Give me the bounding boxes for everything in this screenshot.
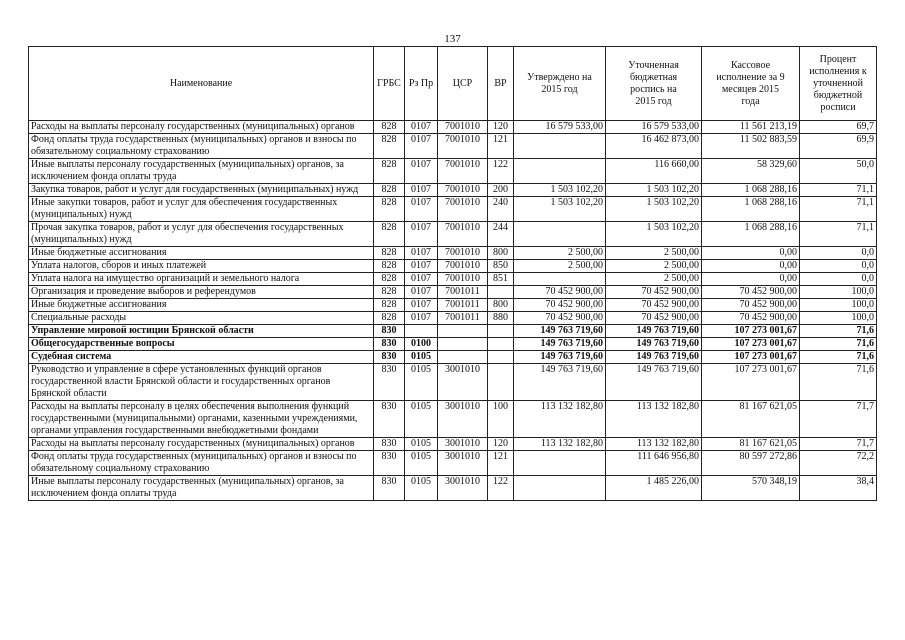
cell-percent: 69,7 (800, 121, 877, 134)
header-approved: Утверждено на 2015 год (514, 47, 606, 121)
cell-vr: 121 (488, 134, 514, 159)
cell-vr: 121 (488, 451, 514, 476)
cell-refined: 1 503 102,20 (606, 222, 702, 247)
table-row (29, 325, 877, 338)
cell-vr: 122 (488, 159, 514, 184)
cell-vr (488, 364, 514, 401)
cell-vr: 851 (488, 273, 514, 286)
cell-cash: 81 167 621,05 (702, 438, 800, 451)
table-row (29, 121, 877, 134)
cell-approved: 149 763 719,60 (514, 364, 606, 401)
cell-cash: 11 561 213,19 (702, 121, 800, 134)
header-vr: ВР (488, 47, 514, 121)
cell-grbs: 830 (374, 451, 405, 476)
cell-rzpr: 0107 (405, 159, 438, 184)
cell-refined: 2 500,00 (606, 273, 702, 286)
cell-percent: 0,0 (800, 260, 877, 273)
cell-grbs: 828 (374, 299, 405, 312)
cell-refined: 16 579 533,00 (606, 121, 702, 134)
cell-rzpr: 0105 (405, 451, 438, 476)
cell-approved: 70 452 900,00 (514, 299, 606, 312)
cell-percent: 100,0 (800, 286, 877, 299)
table-row (29, 134, 877, 159)
cell-refined: 149 763 719,60 (606, 364, 702, 401)
cell-refined: 16 462 873,00 (606, 134, 702, 159)
cell-csr (438, 325, 488, 338)
cell-cash: 11 502 883,59 (702, 134, 800, 159)
header-rzpr: Рз Пр (405, 47, 438, 121)
cell-rzpr: 0107 (405, 134, 438, 159)
cell-csr: 7001010 (438, 184, 488, 197)
cell-grbs: 828 (374, 134, 405, 159)
cell-rzpr: 0105 (405, 351, 438, 364)
cell-vr: 800 (488, 299, 514, 312)
cell-csr: 7001010 (438, 159, 488, 184)
cell-cash: 570 348,19 (702, 476, 800, 501)
cell-approved: 149 763 719,60 (514, 351, 606, 364)
cell-grbs: 830 (374, 338, 405, 351)
table-header-row (29, 47, 877, 121)
cell-percent: 0,0 (800, 273, 877, 286)
cell-cash: 107 273 001,67 (702, 325, 800, 338)
table-row (29, 273, 877, 286)
cell-grbs: 828 (374, 312, 405, 325)
cell-rzpr: 0105 (405, 438, 438, 451)
cell-csr (438, 351, 488, 364)
cell-percent: 0,0 (800, 247, 877, 260)
cell-approved: 1 503 102,20 (514, 184, 606, 197)
cell-vr (488, 286, 514, 299)
cell-rzpr: 0107 (405, 273, 438, 286)
cell-csr: 7001011 (438, 299, 488, 312)
cell-csr: 3001010 (438, 438, 488, 451)
cell-vr (488, 325, 514, 338)
cell-refined: 70 452 900,00 (606, 286, 702, 299)
table-row (29, 338, 877, 351)
cell-csr: 7001010 (438, 247, 488, 260)
table-row (29, 197, 877, 222)
cell-percent: 50,0 (800, 159, 877, 184)
cell-rzpr: 0107 (405, 299, 438, 312)
cell-name: Иные бюджетные ассигнования (29, 299, 374, 312)
cell-percent: 71,7 (800, 438, 877, 451)
cell-approved: 113 132 182,80 (514, 401, 606, 438)
cell-csr (438, 338, 488, 351)
cell-percent: 71,6 (800, 364, 877, 401)
cell-rzpr: 0107 (405, 197, 438, 222)
header-csr: ЦСР (438, 47, 488, 121)
cell-grbs: 828 (374, 273, 405, 286)
cell-rzpr: 0107 (405, 247, 438, 260)
cell-cash: 81 167 621,05 (702, 401, 800, 438)
cell-approved (514, 476, 606, 501)
header-grbs: ГРБС (374, 47, 405, 121)
cell-vr: 880 (488, 312, 514, 325)
cell-percent: 38,4 (800, 476, 877, 501)
table-row (29, 451, 877, 476)
cell-refined: 149 763 719,60 (606, 325, 702, 338)
cell-name: Уплата налога на имущество организаций и земельного налога (29, 273, 374, 286)
table-row (29, 159, 877, 184)
cell-name: Расходы на выплаты персоналу в целях обеспечения выполнения функций государственными (муниципальными) органами, казенными учреждениями, органами управления государственными внебюджетными фондами (29, 401, 374, 438)
cell-approved (514, 273, 606, 286)
cell-csr: 3001010 (438, 451, 488, 476)
cell-cash: 70 452 900,00 (702, 286, 800, 299)
cell-name: Уплата налогов, сборов и иных платежей (29, 260, 374, 273)
cell-percent: 71,6 (800, 351, 877, 364)
cell-grbs: 830 (374, 476, 405, 501)
cell-refined: 2 500,00 (606, 247, 702, 260)
cell-approved (514, 159, 606, 184)
cell-percent: 72,2 (800, 451, 877, 476)
table-row (29, 401, 877, 438)
cell-percent: 100,0 (800, 299, 877, 312)
cell-cash: 107 273 001,67 (702, 338, 800, 351)
table-row (29, 438, 877, 451)
cell-name: Прочая закупка товаров, работ и услуг для обеспечения государственных (муниципальных) нужд (29, 222, 374, 247)
cell-grbs: 828 (374, 184, 405, 197)
cell-approved: 2 500,00 (514, 260, 606, 273)
cell-name: Расходы на выплаты персоналу государственных (муниципальных) органов (29, 121, 374, 134)
cell-rzpr: 0107 (405, 222, 438, 247)
table-row (29, 299, 877, 312)
cell-approved (514, 134, 606, 159)
cell-rzpr: 0107 (405, 184, 438, 197)
cell-approved: 1 503 102,20 (514, 197, 606, 222)
cell-cash: 1 068 288,16 (702, 184, 800, 197)
cell-percent: 71,7 (800, 401, 877, 438)
cell-vr: 200 (488, 184, 514, 197)
header-refined: Уточненная бюджетная роспись на 2015 год (606, 47, 702, 121)
cell-name: Управление мировой юстиции Брянской области (29, 325, 374, 338)
cell-cash: 0,00 (702, 273, 800, 286)
cell-refined: 1 503 102,20 (606, 197, 702, 222)
cell-grbs: 828 (374, 247, 405, 260)
cell-refined: 149 763 719,60 (606, 351, 702, 364)
cell-grbs: 828 (374, 197, 405, 222)
cell-cash: 80 597 272,86 (702, 451, 800, 476)
cell-percent: 100,0 (800, 312, 877, 325)
budget-table (28, 46, 877, 501)
cell-rzpr: 0107 (405, 312, 438, 325)
cell-rzpr: 0105 (405, 364, 438, 401)
cell-name: Судебная система (29, 351, 374, 364)
table-row (29, 184, 877, 197)
cell-refined: 113 132 182,80 (606, 401, 702, 438)
cell-approved: 2 500,00 (514, 247, 606, 260)
cell-name: Иные выплаты персоналу государственных (муниципальных) органов, за исключением фонда оплаты труда (29, 159, 374, 184)
cell-name: Иные бюджетные ассигнования (29, 247, 374, 260)
cell-grbs: 828 (374, 121, 405, 134)
cell-vr: 122 (488, 476, 514, 501)
header-cash: Кассовое исполнение за 9 месяцев 2015 года (702, 47, 800, 121)
cell-rzpr: 0107 (405, 260, 438, 273)
cell-csr: 7001010 (438, 260, 488, 273)
cell-csr: 7001010 (438, 222, 488, 247)
cell-vr (488, 338, 514, 351)
cell-approved (514, 451, 606, 476)
table-row (29, 351, 877, 364)
cell-vr: 100 (488, 401, 514, 438)
cell-csr: 7001010 (438, 273, 488, 286)
cell-csr: 3001010 (438, 401, 488, 438)
cell-vr (488, 351, 514, 364)
cell-vr: 800 (488, 247, 514, 260)
table-row (29, 260, 877, 273)
cell-grbs: 830 (374, 325, 405, 338)
cell-approved: 70 452 900,00 (514, 286, 606, 299)
cell-cash: 107 273 001,67 (702, 364, 800, 401)
cell-vr: 120 (488, 438, 514, 451)
page-number: 137 (444, 33, 461, 45)
cell-csr: 7001011 (438, 286, 488, 299)
cell-refined: 2 500,00 (606, 260, 702, 273)
cell-name: Иные закупки товаров, работ и услуг для обеспечения государственных (муниципальных) нужд (29, 197, 374, 222)
cell-vr: 240 (488, 197, 514, 222)
cell-vr: 120 (488, 121, 514, 134)
cell-approved: 16 579 533,00 (514, 121, 606, 134)
cell-rzpr: 0105 (405, 476, 438, 501)
cell-refined: 149 763 719,60 (606, 338, 702, 351)
cell-vr: 850 (488, 260, 514, 273)
cell-grbs: 828 (374, 286, 405, 299)
cell-name: Иные выплаты персоналу государственных (муниципальных) органов, за исключением фонда оплаты труда (29, 476, 374, 501)
cell-csr: 7001010 (438, 121, 488, 134)
cell-cash: 58 329,60 (702, 159, 800, 184)
cell-percent: 71,1 (800, 222, 877, 247)
cell-approved: 149 763 719,60 (514, 338, 606, 351)
cell-name: Закупка товаров, работ и услуг для государственных (муниципальных) нужд (29, 184, 374, 197)
cell-vr: 244 (488, 222, 514, 247)
cell-rzpr (405, 325, 438, 338)
cell-csr: 3001010 (438, 476, 488, 501)
cell-cash: 1 068 288,16 (702, 222, 800, 247)
cell-refined: 70 452 900,00 (606, 312, 702, 325)
cell-name: Расходы на выплаты персоналу государственных (муниципальных) органов (29, 438, 374, 451)
table-row (29, 312, 877, 325)
table-row (29, 476, 877, 501)
cell-name: Фонд оплаты труда государственных (муниципальных) органов и взносы по обязательному социальному страхованию (29, 451, 374, 476)
cell-csr: 7001011 (438, 312, 488, 325)
cell-refined: 111 646 956,80 (606, 451, 702, 476)
cell-rzpr: 0105 (405, 401, 438, 438)
cell-csr: 7001010 (438, 134, 488, 159)
cell-approved: 70 452 900,00 (514, 312, 606, 325)
cell-refined: 113 132 182,80 (606, 438, 702, 451)
cell-rzpr: 0107 (405, 121, 438, 134)
cell-csr: 3001010 (438, 364, 488, 401)
cell-approved: 149 763 719,60 (514, 325, 606, 338)
cell-cash: 107 273 001,67 (702, 351, 800, 364)
cell-percent: 71,6 (800, 338, 877, 351)
cell-cash: 70 452 900,00 (702, 312, 800, 325)
cell-cash: 0,00 (702, 260, 800, 273)
cell-name: Фонд оплаты труда государственных (муниципальных) органов и взносы по обязательному социальному страхованию (29, 134, 374, 159)
cell-name: Руководство и управление в сфере установленных функций органов государственной власти Брянской области и государственных органов Брянской области (29, 364, 374, 401)
cell-cash: 0,00 (702, 247, 800, 260)
table-row (29, 286, 877, 299)
cell-grbs: 830 (374, 401, 405, 438)
cell-grbs: 828 (374, 159, 405, 184)
cell-grbs: 830 (374, 438, 405, 451)
cell-refined: 1 503 102,20 (606, 184, 702, 197)
table-row (29, 364, 877, 401)
cell-approved (514, 222, 606, 247)
cell-name: Организация и проведение выборов и референдумов (29, 286, 374, 299)
cell-cash: 70 452 900,00 (702, 299, 800, 312)
header-percent: Процент исполнения к уточненной бюджетной росписи (800, 47, 877, 121)
cell-percent: 71,1 (800, 197, 877, 222)
cell-grbs: 830 (374, 364, 405, 401)
cell-percent: 71,1 (800, 184, 877, 197)
cell-name: Общегосударственные вопросы (29, 338, 374, 351)
cell-name: Специальные расходы (29, 312, 374, 325)
cell-grbs: 830 (374, 351, 405, 364)
cell-cash: 1 068 288,16 (702, 197, 800, 222)
cell-approved: 113 132 182,80 (514, 438, 606, 451)
cell-rzpr: 0100 (405, 338, 438, 351)
cell-refined: 1 485 226,00 (606, 476, 702, 501)
cell-percent: 69,9 (800, 134, 877, 159)
header-name: Наименование (29, 47, 374, 121)
cell-grbs: 828 (374, 222, 405, 247)
cell-percent: 71,6 (800, 325, 877, 338)
table-row (29, 247, 877, 260)
cell-refined: 70 452 900,00 (606, 299, 702, 312)
table-body (29, 121, 877, 501)
table-row (29, 222, 877, 247)
cell-rzpr: 0107 (405, 286, 438, 299)
cell-csr: 7001010 (438, 197, 488, 222)
cell-refined: 116 660,00 (606, 159, 702, 184)
cell-grbs: 828 (374, 260, 405, 273)
